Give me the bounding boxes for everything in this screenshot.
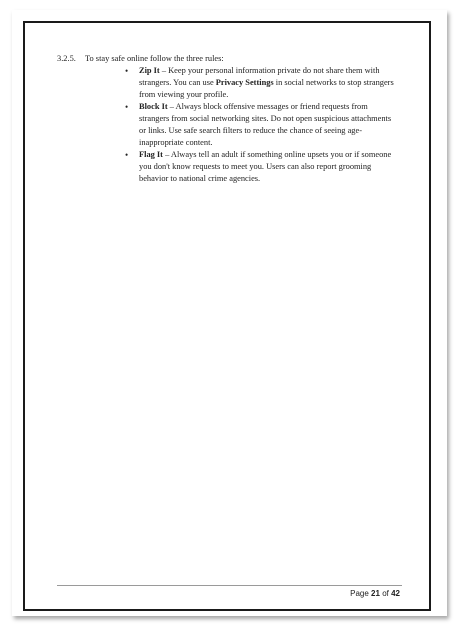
section-3-2-5 bbox=[57, 53, 407, 185]
page-footer bbox=[330, 589, 400, 598]
footer-divider bbox=[57, 585, 402, 586]
total-pages-number: 42 bbox=[391, 589, 400, 598]
rule-separator: – bbox=[162, 150, 171, 159]
rule-text: Always tell an adult if something online upsets you or if someone you don't know requests to meet you. Users can also report grooming behavior to national crime agencies. bbox=[139, 150, 392, 183]
rules-list bbox=[125, 65, 399, 185]
section-intro: To stay safe online follow the three rules: bbox=[85, 54, 224, 63]
rule-flag-it bbox=[125, 149, 399, 185]
section-heading bbox=[57, 53, 407, 65]
bullet-icon: • bbox=[125, 150, 129, 160]
rule-zip-it bbox=[125, 65, 399, 101]
section-number: 3.2.5. bbox=[57, 54, 76, 63]
page-label: Page bbox=[350, 589, 369, 598]
rule-text-continued: in social networks to stop strangers from viewing your profile. bbox=[139, 78, 394, 99]
rule-separator: – bbox=[159, 66, 169, 75]
rule-block-it bbox=[125, 101, 399, 149]
rule-name: Block It bbox=[139, 102, 168, 111]
rule-text: Keep your personal information private do not share them with strangers. You can use bbox=[139, 66, 380, 87]
current-page-number: 21 bbox=[371, 589, 380, 598]
rule-name: Zip It bbox=[139, 66, 160, 75]
bullet-icon: • bbox=[125, 66, 129, 76]
privacy-settings-phrase: Privacy Settings bbox=[215, 78, 274, 87]
rule-separator: – bbox=[167, 102, 176, 111]
rule-text: Always block offensive messages or friend requests from strangers from social networking sites. Do not open suspicious attachments or links. Use safe search filters to reduce the chance of seeing age-inappropriate content. bbox=[139, 102, 392, 147]
rule-name: Flag It bbox=[139, 150, 163, 159]
bullet-icon: • bbox=[125, 102, 129, 112]
of-label: of bbox=[382, 589, 389, 598]
